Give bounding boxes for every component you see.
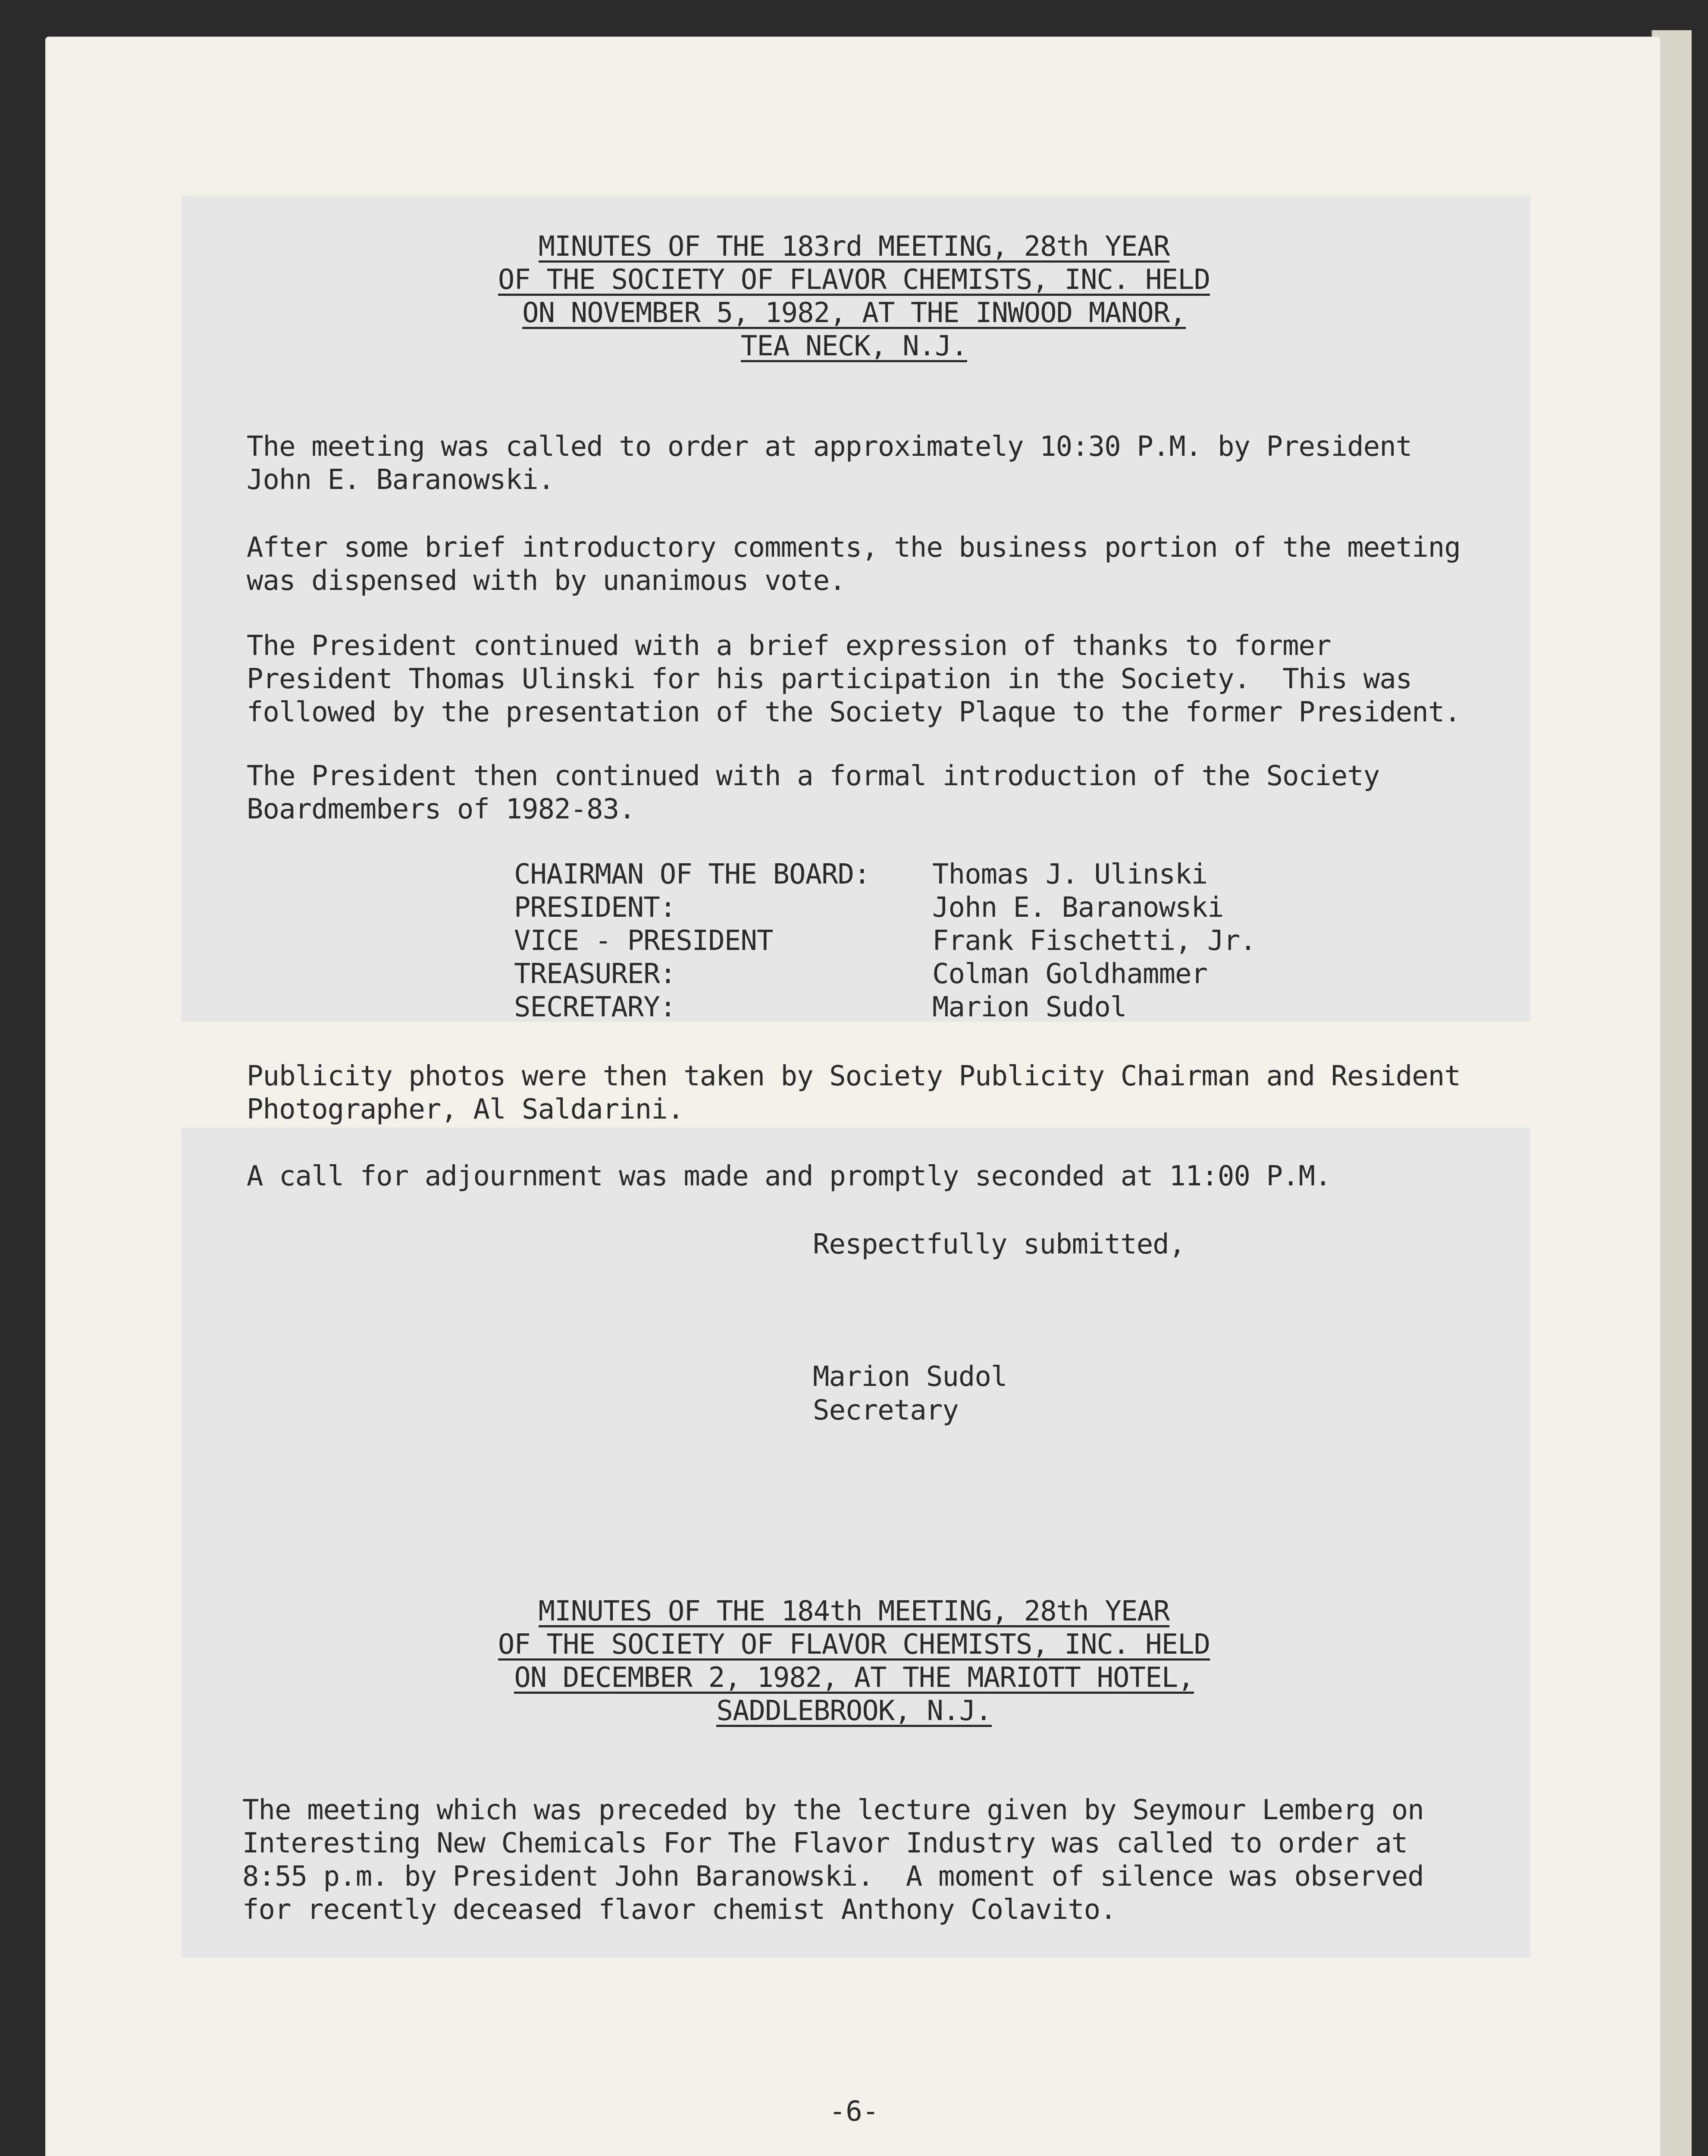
officer-name: John E. Baranowski: [932, 892, 1224, 924]
officer-name: Marion Sudol: [932, 991, 1127, 1023]
heading-line: MINUTES OF THE 184th MEETING, 28th YEAR: [538, 1595, 1170, 1627]
meeting-184-call-to-order: The meeting which was preceded by the lecture given by Seymour Lemberg on Interesting New Chemicals For The Flavor Industry was called to order at 8:55 p.m. by President John Baranowski. A moment of silence was observed for recently deceased flavor chemist Anthony Colavito.: [242, 1794, 1424, 1926]
signature-title: Secretary: [813, 1395, 959, 1426]
officer-row: [514, 891, 1333, 924]
heading-line: OF THE SOCIETY OF FLAVOR CHEMISTS, INC. HELD: [498, 1629, 1210, 1661]
signature-name: Marion Sudol: [813, 1361, 1007, 1393]
officer-name: Colman Goldhammer: [932, 958, 1208, 990]
officer-role: PRESIDENT:: [514, 892, 676, 924]
heading-line: ON NOVEMBER 5, 1982, AT THE INWOOD MANOR,: [522, 297, 1186, 329]
meeting-183-heading: [0, 231, 1708, 364]
heading-line: MINUTES OF THE 183rd MEETING, 28th YEAR: [538, 231, 1170, 263]
closing-salutation: Respectfully submitted,: [813, 1228, 1185, 1260]
meeting-183-publicity: Publicity photos were then taken by Society Publicity Chairman and Resident Photographer, Al Saldarini.: [247, 1060, 1460, 1125]
heading-line: TEA NECK, N.J.: [740, 330, 968, 362]
meeting-183-call-to-order: The meeting was called to order at approximately 10:30 P.M. by President John E. Baranowski.: [247, 431, 1412, 496]
heading-line: OF THE SOCIETY OF FLAVOR CHEMISTS, INC. HELD: [498, 264, 1210, 296]
officer-name: Thomas J. Ulinski: [932, 859, 1208, 890]
meeting-183-adjournment: A call for adjournment was made and promptly seconded at 11:00 P.M.: [247, 1160, 1331, 1192]
heading-line: SADDLEBROOK, N.J.: [716, 1695, 992, 1727]
page-number: -6-: [829, 2096, 879, 2128]
officer-role: CHAIRMAN OF THE BOARD:: [514, 859, 870, 890]
officer-row: [514, 958, 1333, 991]
officer-row: [514, 924, 1333, 958]
meeting-183-business: After some brief introductory comments, the business portion of the meeting was dispensed with by unanimous vote.: [247, 532, 1460, 597]
officer-role: SECRETARY:: [514, 991, 676, 1023]
officer-row: [514, 991, 1333, 1024]
officer-role: TREASURER:: [514, 958, 676, 990]
officer-role: VICE - PRESIDENT: [514, 925, 773, 957]
meeting-183-board-intro: The President then continued with a formal introduction of the Society Boardmembers of 1982-83.: [247, 760, 1380, 825]
officer-name: Frank Fischetti, Jr.: [932, 925, 1256, 957]
meeting-184-heading: [0, 1595, 1708, 1728]
officer-row: [514, 858, 1333, 891]
heading-line: ON DECEMBER 2, 1982, AT THE MARIOTT HOTEL,: [514, 1662, 1194, 1694]
meeting-183-thanks: The President continued with a brief expression of thanks to former President Thomas Ulinski for his participation in the Society. This was followed by the presentation of the Society Plaque to the former President.: [247, 630, 1460, 728]
board-officer-list: [514, 858, 1333, 1024]
